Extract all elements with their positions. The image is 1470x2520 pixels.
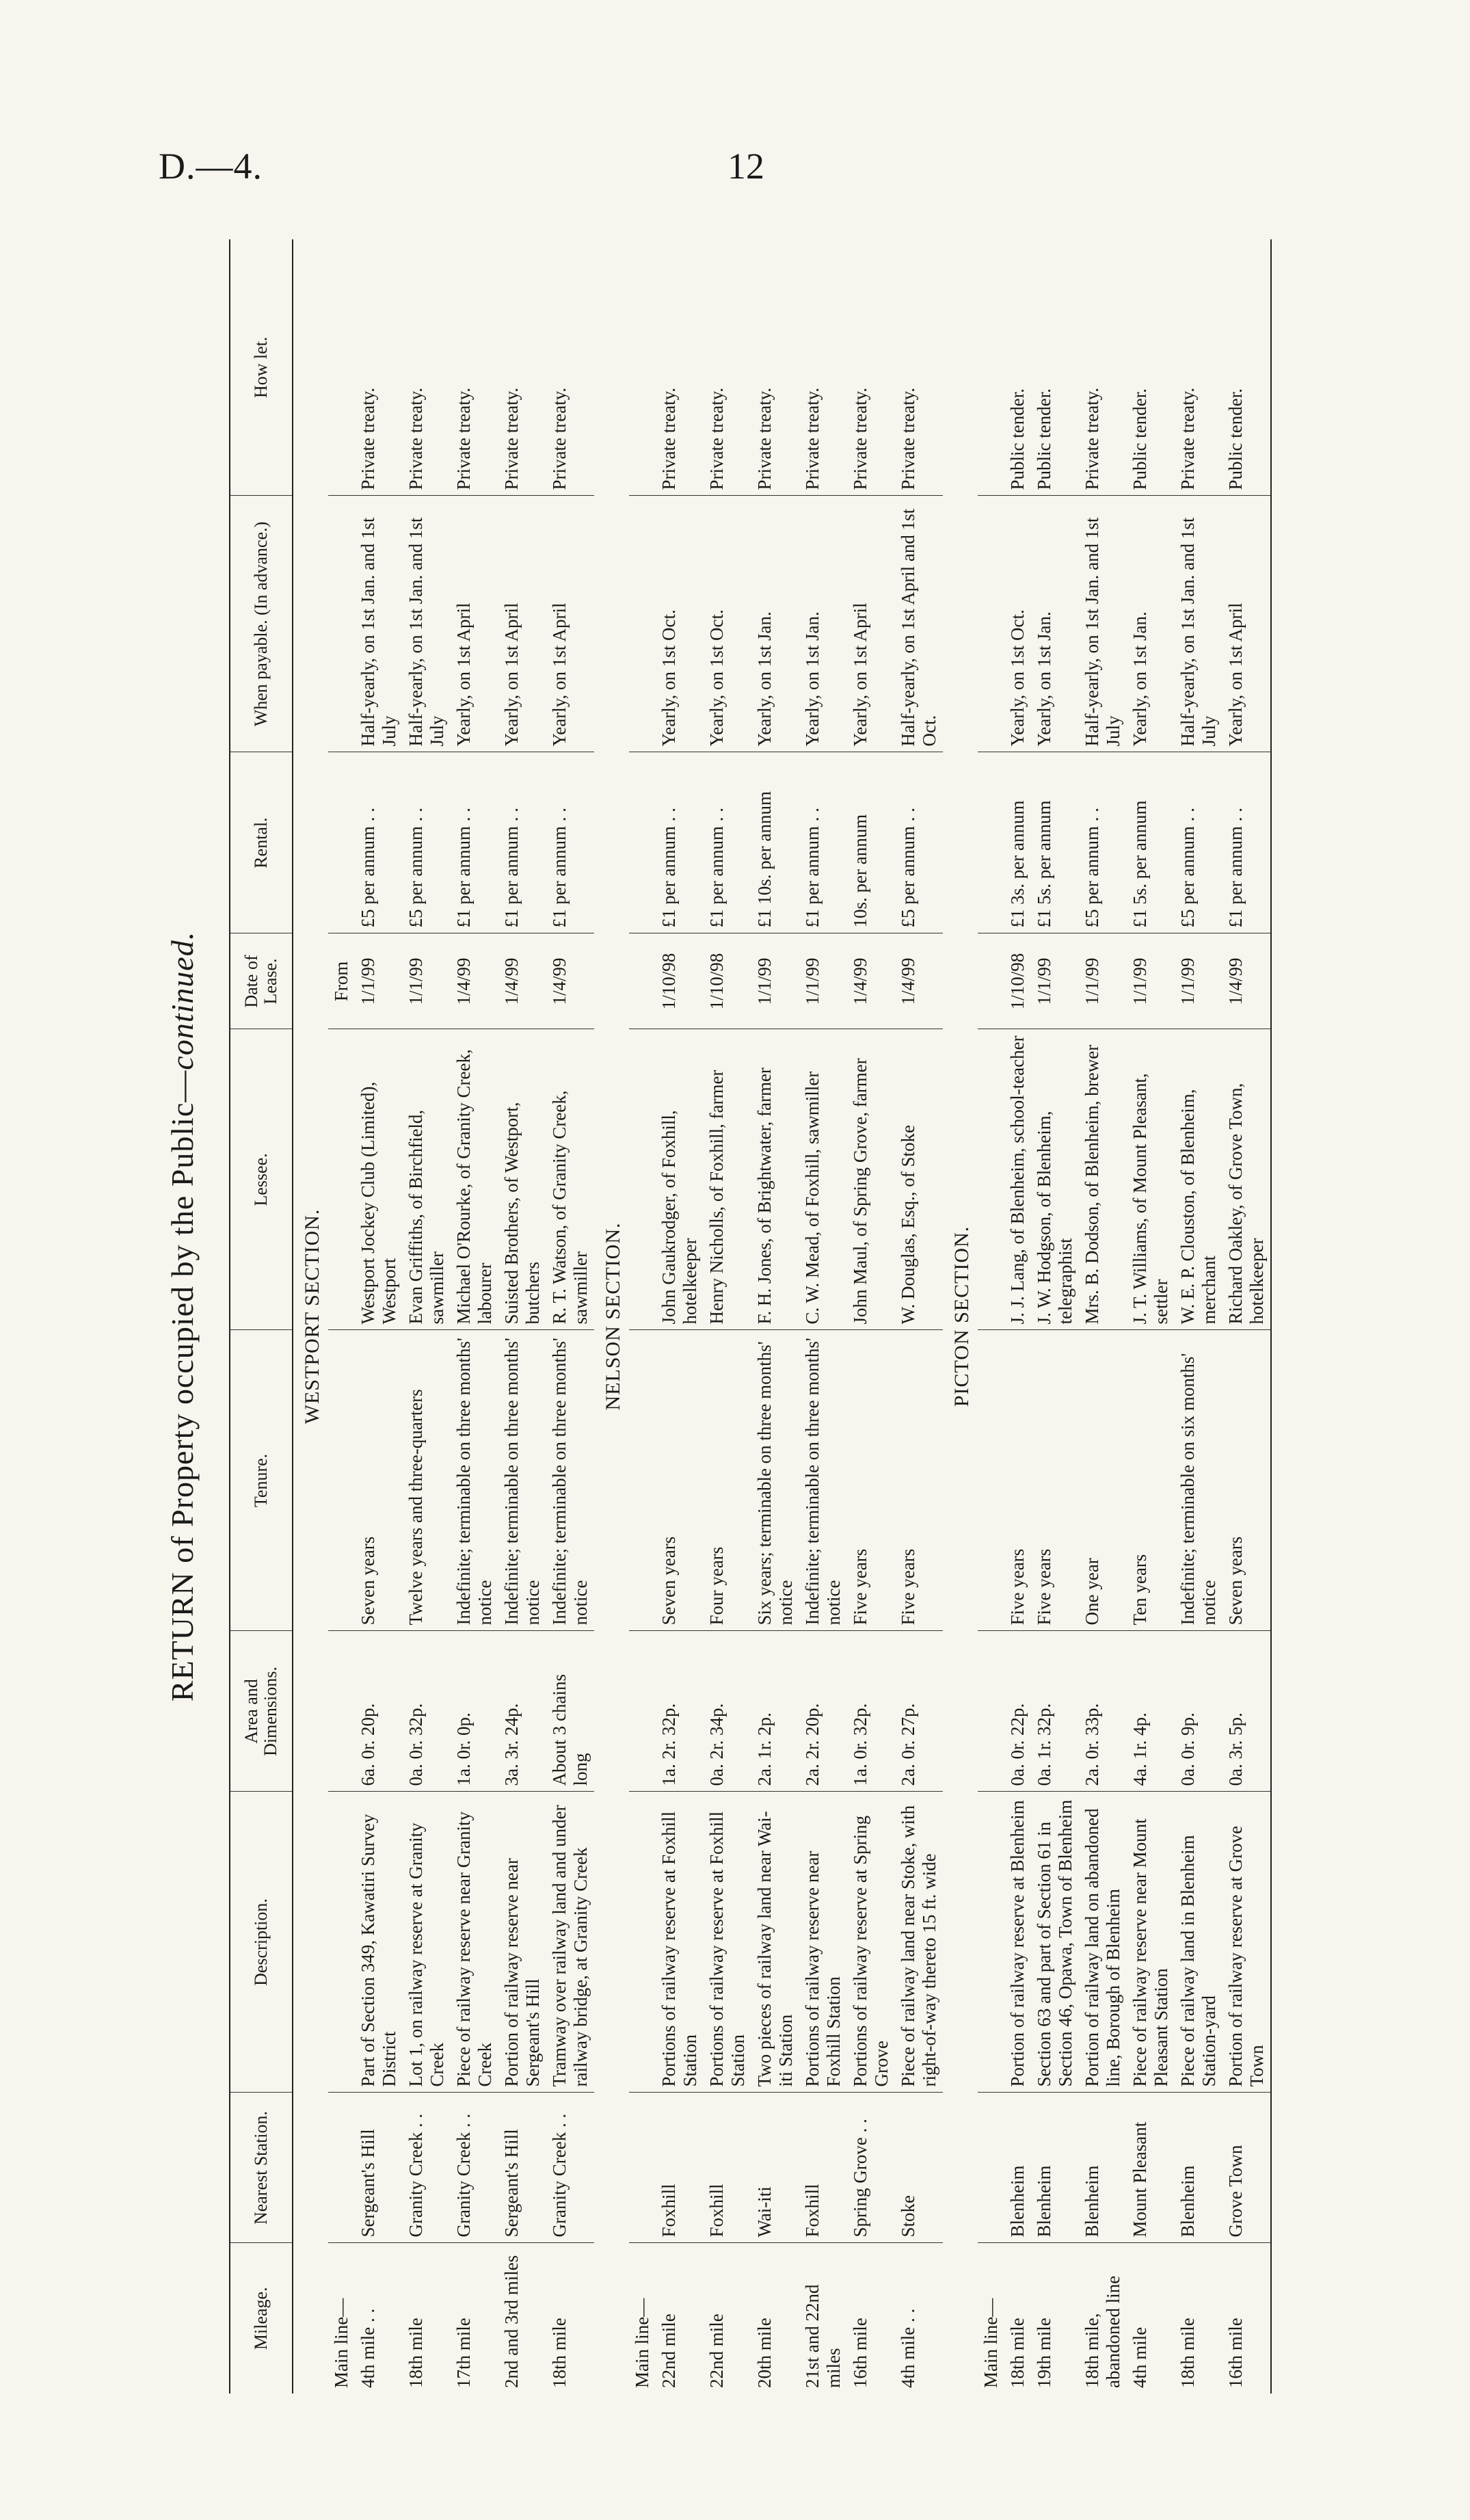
mileage-cell: 16th mile [1222, 2243, 1271, 2393]
title-suffix: continued. [165, 931, 200, 1070]
mileage-cell: 21st and 22nd miles [802, 2284, 844, 2388]
station-cell: Sergeant's Hill [355, 2093, 403, 2243]
station-cell: Blenheim [1175, 2093, 1222, 2243]
col-lessee: Lessee. [230, 1029, 293, 1330]
section-heading-picton [943, 239, 978, 2393]
how-let-cell: Private treaty. [847, 239, 895, 496]
station-cell: Sergeant's Hill [498, 2093, 546, 2243]
tenure-cell: Five years [895, 1330, 943, 1631]
station-cell: Foxhill [799, 2093, 847, 2243]
col-mileage: Mileage. [230, 2243, 293, 2393]
tenure-cell: Six years; terminable on three months' notice [751, 1330, 799, 1631]
title-prefix: RETURN of Property occupied by the Public— [165, 1070, 200, 1702]
section-heading-nelson [594, 239, 629, 2393]
rental-cell: £1 per annum . . [799, 752, 847, 933]
tenure-cell: Five years [847, 1330, 895, 1631]
area-cell: 0a. 1r. 32p. [1031, 1631, 1079, 1792]
table-row [1175, 239, 1222, 2393]
tenure-cell: One year [1079, 1330, 1127, 1631]
how-let-cell: Private treaty. [451, 239, 498, 496]
rental-cell: £1 per annum . . [1222, 752, 1271, 933]
mileage-cell: 16th mile [850, 2318, 870, 2388]
description-cell: Part of Section 349, Kawatiri Survey District [355, 1792, 403, 2093]
payable-cell: Half-yearly, on 1st Jan. and 1st July [403, 496, 451, 752]
lessee-cell: John Maul, of Spring Grove, farmer [847, 1029, 895, 1330]
col-date: Date of Lease. [230, 933, 293, 1029]
lessee-cell: W. E. P. Clouston, of Blenheim, merchant [1175, 1029, 1222, 1330]
col-rental: Rental. [230, 752, 293, 933]
tenure-cell: Seven years [1222, 1330, 1271, 1631]
area-cell: 4a. 1r. 4p. [1127, 1631, 1175, 1792]
rental-cell: £5 per annum . . [403, 752, 451, 933]
date-cell: 1/1/99 [751, 933, 799, 1029]
payable-cell: Yearly, on 1st Jan. [751, 496, 799, 752]
table-row [704, 239, 751, 2393]
rental-cell: £1 3s. per annum [1004, 752, 1031, 933]
date-cell: 1/1/99 [1031, 933, 1079, 1029]
area-cell: 0a. 0r. 9p. [1175, 1631, 1222, 1792]
date-cell: 1/1/99 [355, 933, 403, 1029]
table-row [1222, 239, 1271, 2393]
description-cell: Section 63 and part of Section 61 in Section 46, Opawa, Town of Blenheim [1031, 1792, 1079, 2093]
how-let-cell: Public tender. [1222, 239, 1271, 496]
tenure-cell: Seven years [656, 1330, 704, 1631]
how-let-cell: Private treaty. [403, 239, 451, 496]
tenure-cell: Indefinite; terminable on six months' notice [1175, 1330, 1222, 1631]
tenure-cell: Four years [704, 1330, 751, 1631]
rental-cell: £1 per annum . . [704, 752, 751, 933]
rental-cell: £1 10s. per annum [751, 752, 799, 933]
area-cell: 3a. 3r. 24p. [498, 1631, 546, 1792]
date-cell: 1/1/99 [1175, 933, 1222, 1029]
how-let-cell: Private treaty. [498, 239, 546, 496]
tenure-cell: Twelve years and three-quarters [403, 1330, 451, 1631]
lessee-cell: Michael O'Rourke, of Granity Creek, labourer [451, 1029, 498, 1330]
table-title [164, 239, 212, 2393]
date-cell: 1/4/99 [895, 933, 943, 1029]
rental-cell: £1 per annum . . [451, 752, 498, 933]
line-label-row [978, 239, 1004, 2393]
station-cell: Granity Creek . . [451, 2093, 498, 2243]
date-cell: 1/4/99 [847, 933, 895, 1029]
payable-cell: Half-yearly, on 1st Jan. and 1st July [355, 496, 403, 752]
lessee-cell: C. W. Mead, of Foxhill, sawmiller [799, 1029, 847, 1330]
rotated-table-block [164, 239, 1340, 2393]
payable-cell: Yearly, on 1st Jan. [1127, 496, 1175, 752]
tenure-cell: Indefinite; terminable on three months' notice [799, 1330, 847, 1631]
tenure-cell: Indefinite; terminable on three months' notice [498, 1330, 546, 1631]
station-cell: Blenheim [1079, 2093, 1127, 2243]
rental-cell: £5 per annum . . [895, 752, 943, 933]
area-cell: 1a. 2r. 32p. [656, 1631, 704, 1792]
mileage-cell: 20th mile [754, 2318, 775, 2388]
description-cell: Portions of railway reserve at Spring Grove [847, 1792, 895, 2093]
description-cell: Tramway over railway land and under railway bridge, at Granity Creek [546, 1792, 594, 2093]
lessee-cell: J. T. Williams, of Mount Pleasant, settler [1127, 1029, 1175, 1330]
area-cell: 0a. 2r. 34p. [704, 1631, 751, 1792]
tenure-cell: Five years [1031, 1330, 1079, 1631]
lessee-cell: F. H. Jones, of Brightwater, farmer [751, 1029, 799, 1330]
payable-cell: Yearly, on 1st Jan. [799, 496, 847, 752]
mileage-cell: 18th mile, abandoned line [1082, 2275, 1123, 2388]
rental-cell: £1 5s. per annum [1127, 752, 1175, 933]
tenure-cell: Five years [1004, 1330, 1031, 1631]
description-cell: Two pieces of railway land near Wai-iti Station [751, 1792, 799, 2093]
description-cell: Piece of railway land near Stoke, with right-of-way thereto 15 ft. wide [895, 1792, 943, 2093]
section-heading-westport [293, 239, 328, 2393]
rental-cell: £1 per annum . . [498, 752, 546, 933]
col-area: Area and Dimensions. [230, 1631, 293, 1792]
mileage-cell: 17th mile [453, 2318, 474, 2388]
lessee-cell: W. Douglas, Esq., of Stoke [895, 1029, 943, 1330]
date-cell: 1/1/99 [1079, 933, 1127, 1029]
area-cell: 2a. 0r. 27p. [895, 1631, 943, 1792]
description-cell: Portion of railway reserve at Grove Town [1222, 1792, 1271, 2093]
area-cell: 0a. 0r. 22p. [1004, 1631, 1031, 1792]
how-let-cell: Private treaty. [656, 239, 704, 496]
date-cell: 1/10/98 [704, 933, 751, 1029]
how-let-cell: Private treaty. [1079, 239, 1127, 496]
lessee-cell: Richard Oakley, of Grove Town, hotelkeeper [1222, 1029, 1271, 1330]
rental-cell: £5 per annum . . [1079, 752, 1127, 933]
description-cell: Piece of railway land in Blenheim Station-yard [1175, 1792, 1222, 2093]
line-label: Main line— [632, 2298, 652, 2388]
mileage-cell: 18th mile [1177, 2318, 1198, 2388]
tenure-cell: Indefinite; terminable on three months' notice [546, 1330, 594, 1631]
payable-cell: Yearly, on 1st April [451, 496, 498, 752]
date-cell: 1/10/98 [656, 933, 704, 1029]
description-cell: Portions of railway reserve at Foxhill Station [704, 1792, 751, 2093]
mileage-cell: 4th mile [1130, 2326, 1150, 2388]
line-label: Main line— [980, 2298, 1001, 2388]
section-title: PICTON SECTION. [950, 1225, 973, 1407]
description-cell: Piece of railway reserve near Granity Creek [451, 1792, 498, 2093]
rental-cell: £5 per annum . . [1175, 752, 1222, 933]
how-let-cell: Private treaty. [355, 239, 403, 496]
tenure-cell: Indefinite; terminable on three months' notice [451, 1330, 498, 1631]
date-cell: 1/1/99 [799, 933, 847, 1029]
date-cell: 1/4/99 [546, 933, 594, 1029]
col-how-let: How let. [230, 239, 293, 496]
description-cell: Portions of railway reserve near Foxhill Station [799, 1792, 847, 2093]
how-let-cell: Private treaty. [799, 239, 847, 496]
how-let-cell: Private treaty. [1175, 239, 1222, 496]
rental-cell: £1 per annum . . [546, 752, 594, 933]
payable-cell: Yearly, on 1st April [546, 496, 594, 752]
property-return-table [229, 239, 1272, 2393]
mileage-cell: 19th mile [1034, 2318, 1054, 2388]
tenure-cell: Seven years [355, 1330, 403, 1631]
rental-cell: £1 5s. per annum [1031, 752, 1079, 933]
mileage-cell: 22nd mile [706, 2313, 727, 2388]
how-let-cell: Public tender. [1004, 239, 1031, 496]
how-let-cell: Private treaty. [895, 239, 943, 496]
payable-cell: Yearly, on 1st Jan. [1031, 496, 1079, 752]
payable-cell: Yearly, on 1st April [1222, 496, 1271, 752]
description-cell: Lot 1, on railway reserve at Granity Creek [403, 1792, 451, 2093]
how-let-cell: Public tender. [1031, 239, 1079, 496]
description-cell: Portions of railway reserve at Foxhill Station [656, 1792, 704, 2093]
tenure-cell: Ten years [1127, 1330, 1175, 1631]
mileage-cell: 2nd and 3rd miles [501, 2255, 522, 2388]
station-cell: Foxhill [704, 2093, 751, 2243]
table-row [1004, 239, 1031, 2393]
col-station: Nearest Station. [230, 2093, 293, 2243]
area-cell: 2a. 1r. 2p. [751, 1631, 799, 1792]
description-cell: Portion of railway reserve at Blenheim [1004, 1792, 1031, 2093]
payable-cell: Half-yearly, on 1st Jan. and 1st July [1175, 496, 1222, 752]
area-cell: 2a. 0r. 33p. [1079, 1631, 1127, 1792]
lessee-cell: John Gaukrodger, of Foxhill, hotelkeeper [656, 1029, 704, 1330]
lessee-cell: J. J. Lang, of Blenheim, school-teacher [1004, 1029, 1031, 1330]
area-cell: 6a. 0r. 20p. [355, 1631, 403, 1792]
station-cell: Granity Creek . . [403, 2093, 451, 2243]
col-description: Description. [230, 1792, 293, 2093]
mileage-cell: 22nd mile [658, 2313, 679, 2388]
how-let-cell: Private treaty. [751, 239, 799, 496]
area-cell: 0a. 0r. 32p. [403, 1631, 451, 1792]
mileage-cell: 18th mile [549, 2318, 570, 2388]
how-let-cell: Private treaty. [546, 239, 594, 496]
table-row [847, 239, 895, 2393]
date-cell: 1/4/99 [1222, 933, 1271, 1029]
table-row [403, 239, 451, 2393]
station-cell: Blenheim [1004, 2093, 1031, 2243]
description-cell: Portion of railway land on abandoned line, Borough of Blenheim [1079, 1792, 1127, 2093]
lessee-cell: Westport Jockey Club (Limited), Westport [355, 1029, 403, 1330]
line-label-row [629, 239, 656, 2393]
payable-cell: Yearly, on 1st April [498, 496, 546, 752]
station-cell: Spring Grove . . [847, 2093, 895, 2243]
page-reference: D.—4. [159, 146, 263, 187]
table-row [1127, 239, 1175, 2393]
station-cell: Mount Pleasant [1127, 2093, 1175, 2243]
date-cell: 1/1/99 [1127, 933, 1175, 1029]
table-row [1031, 239, 1079, 2393]
mileage-cell: 4th mile . . [358, 2308, 378, 2388]
area-cell: 1a. 0r. 32p. [847, 1631, 895, 1792]
lessee-cell: Suisted Brothers, of Westport, butchers [498, 1029, 546, 1330]
station-cell: Grove Town [1222, 2093, 1271, 2243]
lessee-cell: Henry Nicholls, of Foxhill, farmer [704, 1029, 751, 1330]
area-cell: 0a. 3r. 5p. [1222, 1631, 1271, 1792]
mileage-cell: 18th mile [405, 2318, 426, 2388]
station-cell: Stoke [895, 2093, 943, 2243]
lessee-cell: J. W. Hodgson, of Blenheim, telegraphist [1031, 1029, 1079, 1330]
mileage-cell: 4th mile . . [898, 2308, 918, 2388]
payable-cell: Yearly, on 1st Oct. [1004, 496, 1031, 752]
lessee-cell: Evan Griffiths, of Birchfield, sawmiller [403, 1029, 451, 1330]
payable-cell: Half-yearly, on 1st April and 1st Oct. [895, 496, 943, 752]
area-cell: About 3 chains long [546, 1631, 594, 1792]
rental-cell: 10s. per annum [847, 752, 895, 933]
line-label-row [328, 239, 355, 2393]
table-row [751, 239, 799, 2393]
station-cell: Granity Creek . . [546, 2093, 594, 2243]
payable-cell: Yearly, on 1st April [847, 496, 895, 752]
rental-cell: £1 per annum . . [656, 752, 704, 933]
lessee-cell: Mrs. B. Dodson, of Blenheim, brewer [1079, 1029, 1127, 1330]
table-row [355, 239, 403, 2393]
section-title: WESTPORT SECTION. [301, 1208, 323, 1424]
col-tenure: Tenure. [230, 1330, 293, 1631]
page-number: 12 [727, 146, 764, 187]
description-cell: Portion of railway reserve near Sergeant's Hill [498, 1792, 546, 2093]
date-cell: 1/4/99 [498, 933, 546, 1029]
table-row [656, 239, 704, 2393]
section-title: NELSON SECTION. [602, 1222, 624, 1411]
station-cell: Foxhill [656, 2093, 704, 2243]
line-label: Main line— [331, 2298, 351, 2388]
area-cell: 2a. 2r. 20p. [799, 1631, 847, 1792]
mileage-cell: 18th mile [1007, 2318, 1028, 2388]
station-cell: Blenheim [1031, 2093, 1079, 2243]
lessee-cell: R. T. Watson, of Granity Creek, sawmiller [546, 1029, 594, 1330]
table-row [1079, 239, 1127, 2393]
table-row [895, 239, 943, 2393]
station-cell: Wai-iti [751, 2093, 799, 2243]
header-row [230, 239, 293, 2393]
how-let-cell: Public tender. [1127, 239, 1175, 496]
table-row [799, 239, 847, 2393]
how-let-cell: Private treaty. [704, 239, 751, 496]
table-row [451, 239, 498, 2393]
payable-cell: Yearly, on 1st Oct. [704, 496, 751, 752]
date-cell: 1/1/99 [403, 933, 451, 1029]
table-row [498, 239, 546, 2393]
col-payable: When payable. (In advance.) [230, 496, 293, 752]
payable-cell: Half-yearly, on 1st Jan. and 1st July [1079, 496, 1127, 752]
table-row [546, 239, 594, 2393]
date-prefix: From [328, 933, 355, 1029]
payable-cell: Yearly, on 1st Oct. [656, 496, 704, 752]
area-cell: 1a. 0r. 0p. [451, 1631, 498, 1792]
date-cell: 1/4/99 [451, 933, 498, 1029]
date-cell: 1/10/98 [1004, 933, 1031, 1029]
rental-cell: £5 per annum . . [355, 752, 403, 933]
description-cell: Piece of railway reserve near Mount Pleasant Station [1127, 1792, 1175, 2093]
